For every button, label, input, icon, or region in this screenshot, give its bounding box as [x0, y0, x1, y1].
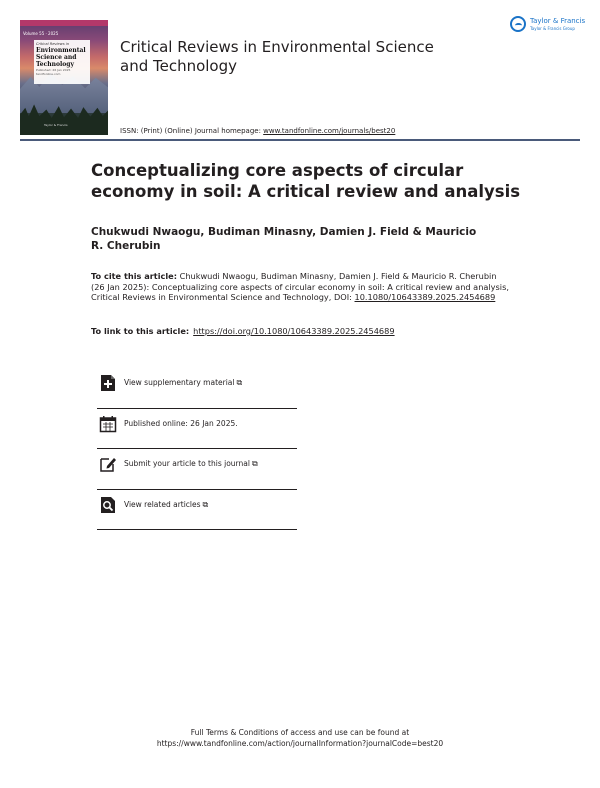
- action-divider: [97, 408, 297, 409]
- journal-cover-image: [20, 20, 108, 135]
- cover-small-title: Critical Reviews in: [36, 42, 69, 46]
- external-link-icon: ⧉: [236, 378, 243, 387]
- calendar-icon: [99, 415, 117, 433]
- article-link-line: [91, 326, 511, 336]
- action-label-text: Published online: 26 Jan 2025.: [124, 419, 238, 428]
- action-label: [124, 459, 258, 469]
- action-view-supplementary[interactable]: [97, 370, 297, 410]
- citation-text: Chukwudi Nwaogu, Budiman Minasny, Damien J. Field & Mauricio R. Cherubin (26 Jan 2025): Conceptualizing core aspects of circular economy in soil: A critical review and analysis, Critical Reviews in Environmental Science and Technology, DOI:: [91, 271, 509, 303]
- action-label: [124, 419, 240, 428]
- footer-terms: [100, 727, 500, 749]
- action-divider: [97, 489, 297, 490]
- cover-title-panel: [34, 40, 90, 84]
- external-link-icon: ⧉: [251, 459, 258, 468]
- action-label-text: Submit your article to this journal: [124, 459, 250, 468]
- article-doi-link[interactable]: https://doi.org/10.1080/10643389.2025.2454689: [193, 326, 395, 336]
- cover-title-line-2: Science and: [36, 54, 77, 61]
- cover-top-strip: [20, 20, 108, 36]
- link-label: To link to this article:: [91, 326, 190, 336]
- action-label-text: View supplementary material: [124, 378, 235, 387]
- action-label-text: View related articles: [124, 500, 201, 509]
- header-divider: [20, 139, 580, 141]
- cover-title-line-3: Technology: [36, 61, 74, 68]
- action-label: [124, 500, 208, 510]
- action-published-online: [97, 411, 297, 451]
- cover-strip-text: Volume 55 · 2025: [23, 31, 59, 36]
- action-divider: [97, 529, 297, 530]
- publisher-tagline: Taylor & Francis Group: [530, 26, 575, 31]
- issn-homepage-line: [120, 127, 395, 135]
- cover-publisher-mark: Taylor & Francis: [44, 123, 68, 127]
- publisher-name: Taylor & Francis: [530, 17, 586, 25]
- citation-doi-link[interactable]: 10.1080/10643389.2025.2454689: [354, 292, 496, 303]
- edit-icon: [99, 455, 117, 473]
- publisher-logo[interactable]: [510, 16, 586, 36]
- citation-block: [91, 271, 511, 303]
- action-view-related[interactable]: [97, 492, 297, 532]
- cover-title-line-1: Environmental: [36, 47, 86, 54]
- search-document-icon: [99, 496, 117, 514]
- article-authors: Chukwudi Nwaogu, Budiman Minasny, Damien J. Field & Mauricio R. Cherubin: [91, 226, 477, 252]
- journal-title: Critical Reviews in Environmental Science and Technology: [120, 38, 434, 75]
- supplementary-icon: [99, 374, 117, 392]
- action-divider: [97, 448, 297, 449]
- issn-prefix: ISSN: (Print) (Online) Journal homepage:: [120, 127, 264, 135]
- external-link-icon: ⧉: [202, 500, 209, 509]
- cover-tiny-line-2: tandfonline.com: [36, 72, 61, 76]
- action-submit-article[interactable]: [97, 451, 297, 491]
- cover-tiny-line-1: Published: 26 Jan 2025: [36, 68, 71, 72]
- article-title: Conceptualizing core aspects of circular economy in soil: A critical review and analysis: [91, 161, 521, 201]
- footer-terms-link[interactable]: https://www.tandfonline.com/action/journalInformation?journalCode=best20: [156, 739, 444, 748]
- footer-line-1: Full Terms & Conditions of access and use can be found at: [190, 728, 410, 737]
- publisher-logo-icon: [510, 16, 526, 32]
- journal-homepage-link[interactable]: www.tandfonline.com/journals/best20: [263, 127, 396, 135]
- action-label: [124, 378, 242, 388]
- citation-label: To cite this article:: [91, 271, 177, 281]
